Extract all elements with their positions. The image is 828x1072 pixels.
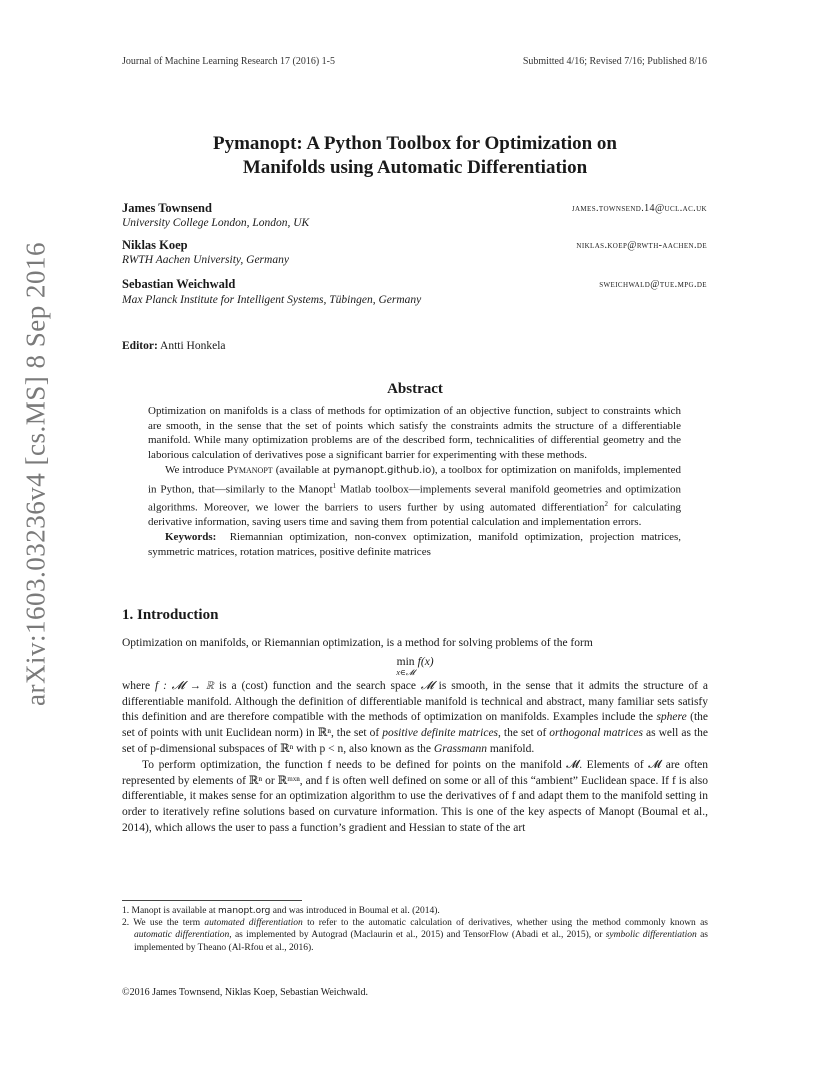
- keywords-label: Keywords:: [165, 530, 217, 543]
- title-line-2: Manifolds using Automatic Differentiation: [242, 157, 588, 178]
- author-name: Sebastian Weichwald: [122, 277, 236, 291]
- keywords-text: Riemannian optimization, non-convex optimization, manifold optimization, projection matrices, symmetric matrices, rotation matrices, positive definite matrices: [148, 530, 681, 558]
- author-affiliation: Max Planck Institute for Intelligent Systems, Tübingen, Germany: [122, 294, 422, 306]
- section-body: [122, 636, 708, 837]
- author-affiliation: University College London, London, UK: [122, 217, 310, 229]
- footnote-ref-1[interactable]: 1: [332, 481, 337, 490]
- author-email[interactable]: james.townsend.14@ucl.ac.uk: [571, 203, 707, 214]
- title-line-1: Pymanopt: A Python Toolbox for Optimization on: [213, 133, 617, 154]
- editor-line: [122, 340, 226, 352]
- paper-title: [122, 132, 708, 180]
- footnote-2: 2. We use the term automated differentiation to refer to the automatic calculation of derivatives, whether using the method commonly known as automatic differentiation, as implemented by Autograd (Maclaurin et al., 2015) and TensorFlow (Abadi et al., 2015), or symbolic differentiation as implemented by Theano (Al-Rfou et al., 2016).: [122, 918, 708, 953]
- abstract-heading: Abstract: [387, 381, 443, 397]
- editor-label: Editor:: [122, 340, 158, 352]
- equation: [122, 656, 708, 677]
- equation-subscript: x∈𝓜: [396, 667, 415, 677]
- author-name: Niklas Koep: [122, 238, 188, 252]
- toolbox-name: Pymanopt: [226, 463, 273, 476]
- author-email[interactable]: niklas.koep@rwth-aachen.de: [576, 240, 707, 251]
- submission-dates: Submitted 4/16; Revised 7/16; Published 8/16: [522, 56, 707, 67]
- author-affiliation: RWTH Aachen University, Germany: [122, 254, 289, 266]
- body-paragraph: where f : 𝓜 → ℝ is a (cost) function and the search space 𝓜 is smooth, in the sense that it admits the structure of a differentiable manifold. Although the definition of differentiable manifold is technical and abstract, many familiar sets satisfy this definition and are therefore compatible with the methods of optimization on manifolds. Examples include the sphere (the set of points with unit Euclidean norm) in ℝⁿ, the set of positive definite matrices, the set of orthogonal matrices as well as the set of p-dimensional subspaces of ℝⁿ with p < n, also known as the Grassmann manifold.: [122, 679, 708, 755]
- copyright-notice: ©2016 James Townsend, Niklas Koep, Sebastian Weichwald.: [122, 987, 368, 998]
- editor-name: Antti Honkela: [160, 340, 226, 352]
- equation-min: min x∈𝓜: [396, 655, 415, 677]
- footnote-1: 1. Manopt is available at manopt.org and was introduced in Boumal et al. (2014).: [122, 906, 440, 916]
- footnote-divider: [122, 900, 302, 901]
- author-name: James Townsend: [122, 201, 212, 215]
- section-heading: 1. Introduction: [122, 607, 219, 623]
- pymanopt-link[interactable]: pymanopt.github.io: [333, 464, 432, 476]
- author-email[interactable]: sweichwald@tue.mpg.de: [599, 279, 707, 290]
- abstract-paragraph: Optimization on manifolds is a class of methods for optimization of an objective function, subject to constraints which are smooth, in the sense that the set of points which satisfy the constraints admits the structure of a differentiable manifold. While many optimization problems are of the described form, technicalities of differential geometry and the laborious calculation of derivatives pose a significant barrier for experimenting with these methods.: [148, 405, 681, 462]
- abstract-body: [148, 404, 681, 559]
- abstract-paragraph: We introduce Pymanopt (available at pymanopt.github.io), a toolbox for optimization on manifolds, implemented in Python, that—similarly to the Manopt$^1$ Matlab toolbox—implements several manifold geometries and optimization algorithms. Moreover, we lower the barriers to users further by using automated differentiation$^2$ for calculating derivative information, saving users time and saving them from potential calculation and implementation errors.: [148, 463, 681, 529]
- keywords: [148, 530, 681, 559]
- equation-body: f(x): [417, 655, 434, 668]
- footnote-ref-2[interactable]: 2: [604, 499, 608, 508]
- body-paragraph: To perform optimization, the function f needs to be defined for points on the manifold 𝓜. Elements of 𝓜 are often represented by elements of ℝⁿ or ℝᵐˣⁿ, and f is often well defined on some or all of this “ambient” Euclidean space. If f is also differentiable, it makes sense for an optimization algorithm to use the derivatives of f and adapt them to the manifold setting in order to iteratively refine solutions based on curvature information. This is one of the key aspects of Manopt (Boumal et al., 2014), which allows the user to pass a function’s gradient and Hessian to state of the art: [122, 758, 708, 834]
- manopt-link[interactable]: manopt.org: [218, 906, 271, 916]
- arxiv-stamp: arXiv:1603.03236v4 [cs.MS] 8 Sep 2016: [20, 242, 51, 706]
- footnotes: [122, 905, 708, 954]
- journal-header: Journal of Machine Learning Research 17 (2016) 1-5: [122, 56, 335, 67]
- body-paragraph: Optimization on manifolds, or Riemannian optimization, is a method for solving problems of the form: [122, 637, 593, 649]
